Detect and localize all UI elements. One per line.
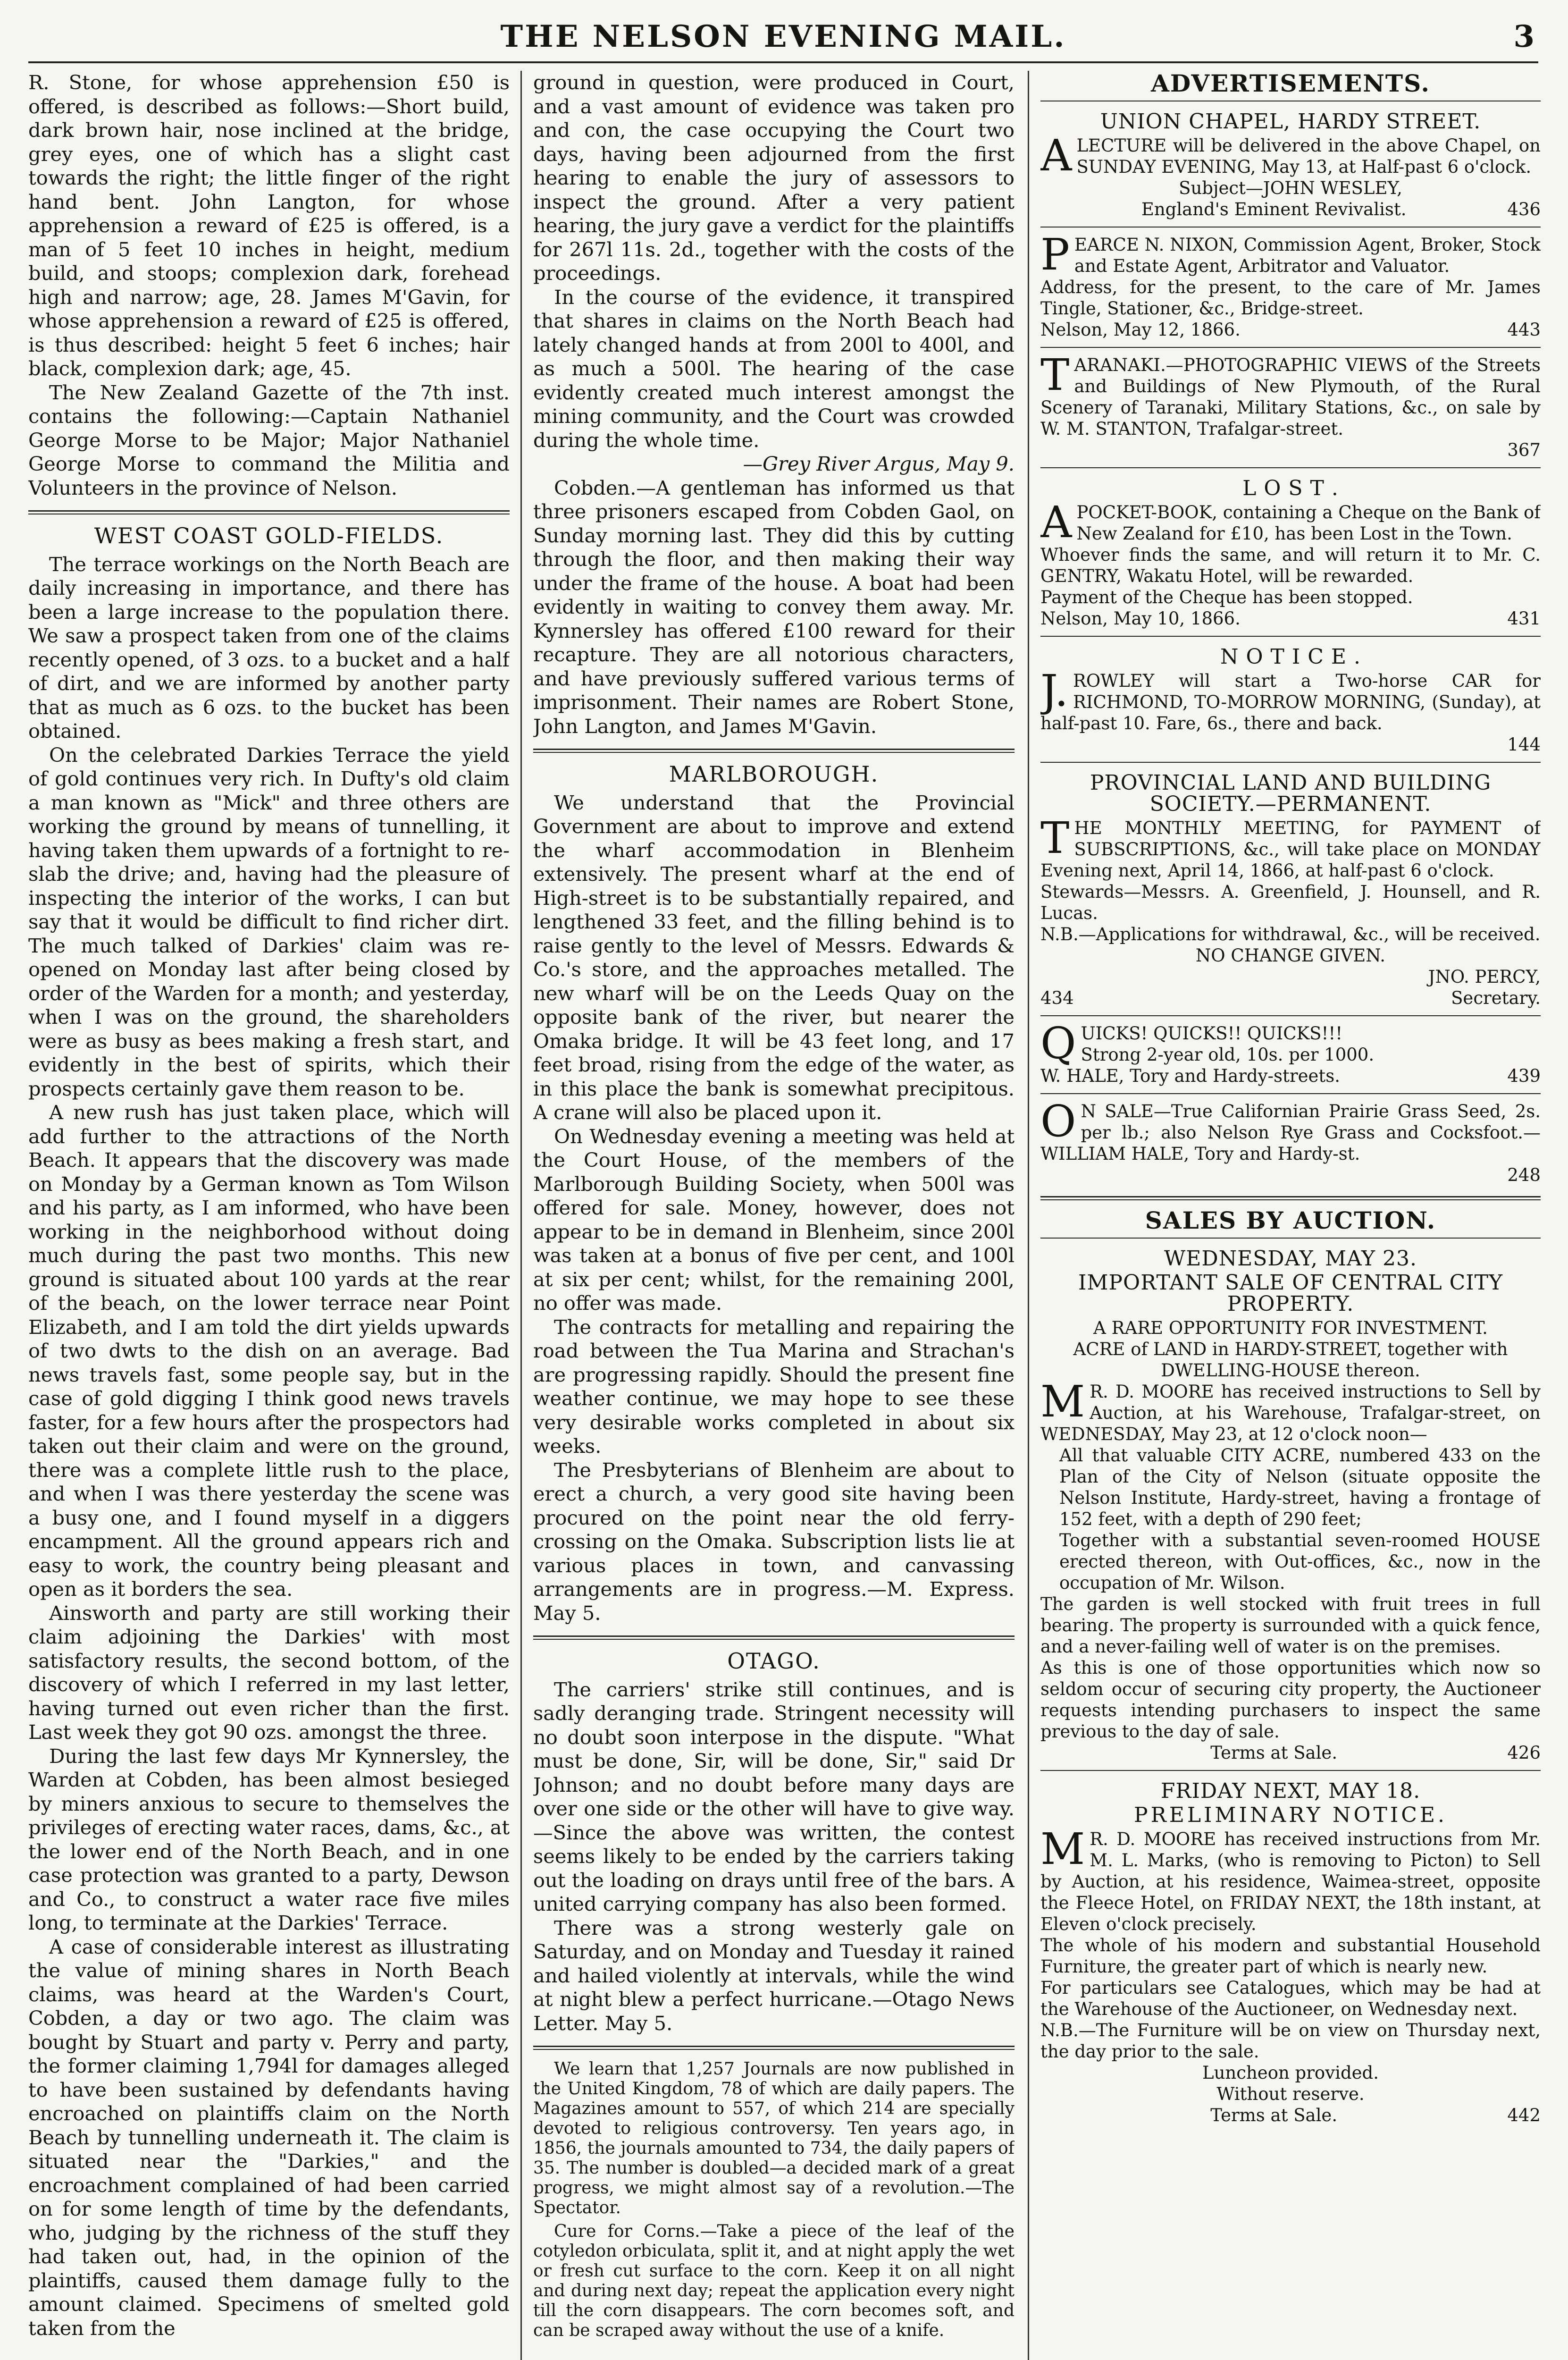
- article-paragraph: In the course of the evidence, it transpired that shares in claims on the North Beach had lately changed hands at from 200l to 400l, and as much a 500l. The hearing of the case evidently created much interest amongst the mining community, and the Court was crowded during the whole time.: [533, 285, 1015, 452]
- column-2: [533, 71, 1015, 2360]
- article-paragraph: The carriers' strike still continues, and is sadly deranging trade. Stringent necessity will no doubt soon interpose in the dispute. "What must be done, Sir, will be done, Sir," said Dr Johnson; and no doubt before many days are over one side or the other will have to give way.—Since the above was written, the contest seems likely to be ended by the carriers taking out the loading on drays until free of the bars. A united carrying company has also been formed.: [533, 1677, 1015, 1915]
- divider: [1040, 347, 1541, 348]
- page-number: 3: [1513, 19, 1534, 54]
- section-divider: [533, 749, 1015, 753]
- ad-subtitle: ACRE of LAND in HARDY-STREET, together with DWELLING-HOUSE thereon.: [1073, 1339, 1508, 1381]
- ad-body: R. D. MOORE has received instructions from Mr. M. L. Marks, (who is removing to Picton) to Sell by Auction, at his residence, Waimea-street, opposite the Fleece Hotel, on FRIDAY NEXT, the 18th instant, at Eleven o'clock precisely.: [1040, 1829, 1541, 1934]
- ad-quicks: [1040, 1023, 1541, 1087]
- ad-body: Strong 2-year old, 10s. per 1000.: [1081, 1045, 1375, 1065]
- ad-line: W. HALE, Tory and Hardy-streets. 439: [1040, 1066, 1541, 1086]
- article-paragraph: On the celebrated Darkies Terrace the yield of gold continues very rich. In Dufty's old claim a man known as "Mick" and three others are working the ground by means of tunnelling, it having taken them upwards of a fortnight to re-slab the drive; and, having had the pleasure of inspecting the interior of the works, I can but say that it would be difficult to find richer dirt. The much talked of Darkies' claim was re-opened on Monday last after being closed by order of the Warden for a month; and yesterday, when I was on the ground, the shareholders were as busy as bees making a fresh start, and evidently in the best of spirits, which their prospects certainly gave them reason to be.: [28, 743, 510, 1100]
- ad-body: LECTURE will be delivered in the above Chapel, on SUNDAY EVENING, May 13, at Half-past 6 o'clock.: [1076, 135, 1541, 177]
- ad-body: All that valuable CITY ACRE, numbered 433 on the Plan of the City of Nelson (situate opposite the Nelson Institute, Hardy-street, having a frontage of 152 feet, with a depth of 290 feet;: [1059, 1445, 1541, 1529]
- divider: [1040, 1770, 1541, 1771]
- article-paragraph: A case of considerable interest as illustrating the value of mining shares in North Beach claims, was heard at the Warden's Court, Cobden, a day or two ago. The claim was bought by Stuart and party v. Perry and party, the former claiming 1,794l for damages alleged to have been sustained by defendants having encroached on plaintiffs claim on the North Beach by tunnelling underneath it. The claim is situated near the "Darkies," and the encroachment complained of had been carried on for some length of time by the defendants, who, judging by the richness of the stuff they had taken out, had, in the opinion of the plaintiffs, caused them damage fully to the amount claimed. Specimens of smelted gold taken from the: [28, 1935, 510, 2340]
- ad-line: Nelson, May 12, 1866. 443: [1040, 320, 1541, 340]
- ad-on-sale: [1040, 1101, 1541, 1186]
- ad-title: L O S T .: [1242, 476, 1339, 500]
- article-paragraph: A new rush has just taken place, which will add further to the attractions of the North Beach. It appears that the discovery was made on Monday by a German known as Tom Wilson and his party, as I am informed, who have been working in the neighborhood without doing much during the past two months. This new ground is situated about 100 yards at the rear of the beach, on the lower terrace near Point Elizabeth, and I am told the dirt yields upwards of two dwts to the dish on an average. Bad news travels fast, some people say, but in the case of gold digging I think good news travels faster, for a few hours after the prospectors had taken out their claim and were on the ground, there was a complete little rush to the place, and when I was there yesterday the scene was a busy one, and I found myself in a diggers encampment. All the ground appears rich and easy to work, the country being pleasant and open as it borders the sea.: [28, 1101, 510, 1601]
- article-paragraph: The terrace workings on the North Beach are daily increasing in importance, and there has been a large increase to the population there. We saw a prospect taken from one of the claims recently opened, of 3 ozs. to a bucket and a half of dirt, and we are informed by another party that as much as 6 ozs. to the bucket has been obtained.: [28, 552, 510, 742]
- divider: [1040, 227, 1541, 228]
- drop-cap: J.: [1040, 666, 1068, 716]
- ad-line: Subject—JOHN WESLEY,: [1179, 178, 1402, 198]
- ad-title: PRELIMINARY NOTICE.: [1133, 1803, 1448, 1827]
- ad-body: The garden is well stocked with fruit trees in full bearing. The property is surrounded with a quick fence, and a never-failing well of water is on the premises.: [1040, 1594, 1541, 1657]
- ad-union-chapel: [1040, 108, 1541, 220]
- article-source: —Grey River Argus, May 9.: [743, 452, 1015, 475]
- ad-title: PROVINCIAL LAND AND BUILDING SOCIETY.—PERMANENT.: [1090, 771, 1492, 816]
- column-rule-1: [520, 71, 522, 2360]
- ad-body: Address, for the present, to the care of Mr. James Tingle, Stationer, &c., Bridge-street.: [1040, 277, 1541, 319]
- section-title-marlborough: MARLBOROUGH.: [669, 761, 879, 787]
- drop-cap: A: [1040, 130, 1072, 181]
- ad-line: Nelson, May 10, 1866. 431: [1040, 608, 1541, 629]
- ad-body: The whole of his modern and substantial Household Furniture, the greater part of which is nearly new.: [1040, 1935, 1541, 1977]
- ad-body: ROWLEY will start a Two-horse CAR for RICHMOND, TO-MORROW MORNING, (Sunday), at half-past 10. Fare, 6s., there and back.: [1040, 671, 1541, 733]
- ad-body: POCKET-BOOK, containing a Cheque on the Bank of New Zealand for £10, has been Lost in the Town.: [1076, 502, 1541, 544]
- ad-auction-preliminary: [1040, 1778, 1541, 2126]
- ad-body: Payment of the Cheque has been stopped.: [1040, 587, 1413, 607]
- section-divider: [1040, 1196, 1541, 1200]
- article-paragraph: We understand that the Provincial Government are about to improve and extend the wharf accommodation in Blenheim extensively. The present wharf at the end of High-street is to be substantially repaired, and lengthened 33 feet, and the filling behind is to raise gently to the level of Messrs. Edwards & Co.'s store, and the approaches metalled. The new wharf will be on the Leeds Quay on the opposite bank of the river, but nearer the Omaka bridge. It will be 43 feet long, and 17 feet broad, rising from the edge of the water, as in this place the bank is somewhat precipitous. A crane will also be placed upon it.: [533, 791, 1015, 1124]
- divider: [1040, 636, 1541, 637]
- ad-signer: JNO. PERCY,: [1428, 967, 1541, 987]
- ad-body: HE MONTHLY MEETING, for PAYMENT of SUBSCRIPTIONS, &c., will take place on MONDAY Evening next, April 14, 1866, at half-past 6 o'clock.: [1040, 818, 1541, 881]
- ad-title: N O T I C E .: [1220, 645, 1361, 669]
- ad-body: EARCE N. NIXON, Commission Agent, Broker, Stock and Estate Agent, Arbitrator and Valuator.: [1074, 235, 1541, 276]
- section-title-otago: OTAGO.: [727, 1648, 821, 1674]
- divider: [1040, 1238, 1541, 1239]
- drop-cap: M: [1040, 1376, 1085, 1427]
- ad-body: Together with a substantial seven-roomed HOUSE erected thereon, with Out-offices, &c., now in the occupation of Mr. Wilson.: [1059, 1530, 1541, 1593]
- ad-date: FRIDAY NEXT, MAY 18.: [1160, 1779, 1421, 1803]
- ad-body: R. D. MOORE has received instructions to Sell by Auction, at his Warehouse, Trafalgar-street, on WEDNESDAY, May 23, at 12 o'clock noon—: [1040, 1382, 1541, 1444]
- ad-date: WEDNESDAY, MAY 23.: [1164, 1247, 1417, 1271]
- news-note: Cure for Corns.—Take a piece of the leaf of the cotyledon orbiculata, split it, and at night apply the wet or fresh cut surface to the corn. Keep it on all night and during next day; repeat the application every night till the corn disappears. The corn becomes soft, and can be scraped away without the use of a knife.: [533, 2222, 1015, 2340]
- section-divider: [533, 1635, 1015, 1640]
- drop-cap: P: [1040, 234, 1070, 280]
- article-paragraph: Cobden.—A gentleman has informed us that three prisoners escaped from Cobden Gaol, on Sunday morning last. They did this by cutting through the floor, and then making their way under the frame of the house. A boat had been evidently in waiting to convey them away. Mr. Kynnersley has offered £100 reward for their recapture. They are all notorious characters, and have previously suffered various terms of imprisonment. Their names are Robert Stone, John Langton, and James M'Gavin.: [533, 476, 1015, 738]
- ad-line: NO CHANGE GIVEN.: [1195, 945, 1386, 966]
- ad-number: 367: [1507, 440, 1541, 460]
- ad-number: 144: [1507, 734, 1541, 755]
- section-title-west-coast: WEST COAST GOLD-FIELDS.: [94, 523, 444, 548]
- ad-body: N SALE—True Californian Prairie Grass Seed, 2s. per lb.; also Nelson Rye Grass and Cocksfoot.—WILLIAM HALE, Tory and Hardy-st.: [1040, 1101, 1541, 1164]
- article-paragraph: On Wednesday evening a meeting was held at the Court House, of the members of the Marlborough Building Society, when 500l was offered for sale. Money, however, does not appear to be in demand in Blenheim, since 200l was taken at a bonus of five per cent, and 100l at six per cent; whilst, for the remaining 200l, no offer was made.: [533, 1124, 1015, 1315]
- ad-line: Terms at Sale. 426: [1210, 1743, 1541, 1763]
- ad-building-society: [1040, 769, 1541, 1009]
- divider: [1040, 762, 1541, 763]
- article-paragraph: ground in question, were produced in Court, and a vast amount of evidence was taken pro and con, the case occupying the Court two days, having been adjourned from the first hearing to enable the jury of assessors to inspect the ground. After a very patient hearing, the jury gave a verdict for the plaintiffs for 267l 11s. 2d., together with the costs of the proceedings.: [533, 71, 1015, 285]
- ad-number: 248: [1507, 1165, 1541, 1185]
- ad-auction-city-property: [1040, 1245, 1541, 1763]
- newspaper-title: THE NELSON EVENING MAIL.: [500, 19, 1066, 54]
- masthead: [28, 9, 1538, 63]
- ad-line: 434 Secretary.: [1040, 988, 1541, 1008]
- ad-subtitle: A RARE OPPORTUNITY FOR INVESTMENT.: [1093, 1318, 1488, 1338]
- ad-line: Luncheon provided.: [1202, 2063, 1379, 2083]
- ad-line: Terms at Sale. 442: [1210, 2105, 1541, 2125]
- ad-body: Stewards—Messrs. A. Greenfield, J. Hounsell, and R. Lucas.: [1040, 882, 1541, 923]
- auction-heading: SALES BY AUCTION.: [1145, 1206, 1436, 1234]
- drop-cap: T: [1040, 354, 1070, 400]
- ad-body: N.B.—Applications for withdrawal, &c., will be received.: [1040, 924, 1541, 944]
- drop-cap: A: [1040, 497, 1072, 548]
- drop-cap: T: [1040, 813, 1070, 863]
- ad-lost: [1040, 475, 1541, 629]
- article-paragraph: Ainsworth and party are still working their claim adjoining the Darkies' with most satisfactory results, the second bottom, of the discovery of which I referred in my last letter, having turned out even richer than the first. Last week they got 90 ozs. amongst the three.: [28, 1601, 510, 1744]
- ad-line: Without reserve.: [1216, 2084, 1365, 2104]
- ad-taranaki: [1040, 354, 1541, 461]
- news-note: We learn that 1,257 Journals are now published in the United Kingdom, 78 of which are daily papers. The Magazines amount to 557, of which 214 are specially devoted to religious controversy. Ten years ago, in 1856, the journals amounted to 734, the daily papers of 35. The number is doubled—a decided mark of a great progress, we might almost say of a revolution.—The Spectator.: [533, 2059, 1015, 2217]
- column-rule-2: [1028, 71, 1029, 2360]
- ad-body: For particulars see Catalogues, which may be had at the Warehouse of the Auctioneer, on Wednesday next.: [1040, 1978, 1541, 2019]
- drop-cap: M: [1040, 1824, 1085, 1874]
- drop-cap: Q: [1040, 1023, 1076, 1069]
- ad-body: Whoever finds the same, and will return it to Mr. C. GENTRY, Wakatu Hotel, will be rewarded.: [1040, 545, 1541, 586]
- ad-body: ARANAKI.—PHOTOGRAPHIC VIEWS of the Streets and Buildings of New Plymouth, of the Rural Scenery of Taranaki, Military Stations, &c., on sale by W. M. STANTON, Trafalgar-street.: [1040, 355, 1541, 439]
- ad-body: As this is one of those opportunities which now so seldom occur of securing city property, the Auctioneer requests intending purchasers to inspect the same previous to the day of sale.: [1040, 1658, 1541, 1742]
- ad-title: IMPORTANT SALE OF CENTRAL CITY PROPERTY.: [1078, 1271, 1503, 1316]
- advertisements-heading: ADVERTISEMENTS.: [1151, 71, 1430, 97]
- ad-body: N.B.—The Furniture will be on view on Thursday next, the day prior to the sale.: [1040, 2020, 1541, 2062]
- drop-cap: O: [1040, 1101, 1076, 1146]
- article-paragraph: During the last few days Mr Kynnersley, the Warden at Cobden, has been almost besieged by miners anxious to secure to themselves the privileges of erecting water races, dams, &c., at the lower end of the North Beach, and in one case protection was granted to a party, Dewson and Co., to construct a water race five miles long, to terminate at the Darkies' Terrace.: [28, 1744, 510, 1934]
- article-paragraph: The Presbyterians of Blenheim are about to erect a church, a very good site having been procured on the point near the old ferry-crossing on the Omaka. Subscription lists lie at various places in town, and canvassing arrangements are in progress.—M. Express. May 5.: [533, 1458, 1015, 1625]
- divider: [1040, 1015, 1541, 1016]
- ad-line: England's Eminent Revivalist. 436: [1141, 199, 1541, 219]
- divider: [1040, 1093, 1541, 1094]
- divider: [1040, 467, 1541, 468]
- ad-title: UNION CHAPEL, HARDY STREET.: [1100, 110, 1481, 134]
- section-divider: [533, 2046, 1015, 2050]
- article-paragraph: The New Zealand Gazette of the 7th inst. contains the following:—Captain Nathaniel George Morse to be Major; Major Nathaniel George Morse to command the Militia and Volunteers in the province of Nelson.: [28, 380, 510, 499]
- ad-nixon: [1040, 234, 1541, 340]
- ad-notice: [1040, 643, 1541, 755]
- column-3-advertisements: [1040, 71, 1541, 2360]
- article-paragraph: There was a strong westerly gale on Saturday, and on Monday and Tuesday it rained and hailed violently at intervals, while the wind at night blew a perfect hurricane.—Otago News Letter. May 5.: [533, 1916, 1015, 2035]
- section-divider: [28, 510, 510, 514]
- column-1: [28, 71, 510, 2360]
- article-paragraph: The contracts for metalling and repairing the road between the Tua Marina and Strachan's are progressing rapidly. Should the present fine weather continue, we may hope to see these very desirable works completed in about six weeks.: [533, 1315, 1015, 1458]
- ad-title: UICKS! QUICKS!! QUICKS!!!: [1081, 1023, 1343, 1044]
- article-paragraph: R. Stone, for whose apprehension £50 is offered, is described as follows:—Short build, dark brown hair, nose inclined at the bridge, grey eyes, one of which has a slight cast towards the right; the little finger of the right hand bent. John Langton, for whose apprehension a reward of £25 is offered, is a man of 5 feet 10 inches in height, medium build, and stoops; complexion dark, forehead high and narrow; age, 28. James M'Gavin, for whose apprehension a reward of £25 is offered, is thus described: height 5 feet 6 inches; hair black, complexion dark; age, 45.: [28, 71, 510, 380]
